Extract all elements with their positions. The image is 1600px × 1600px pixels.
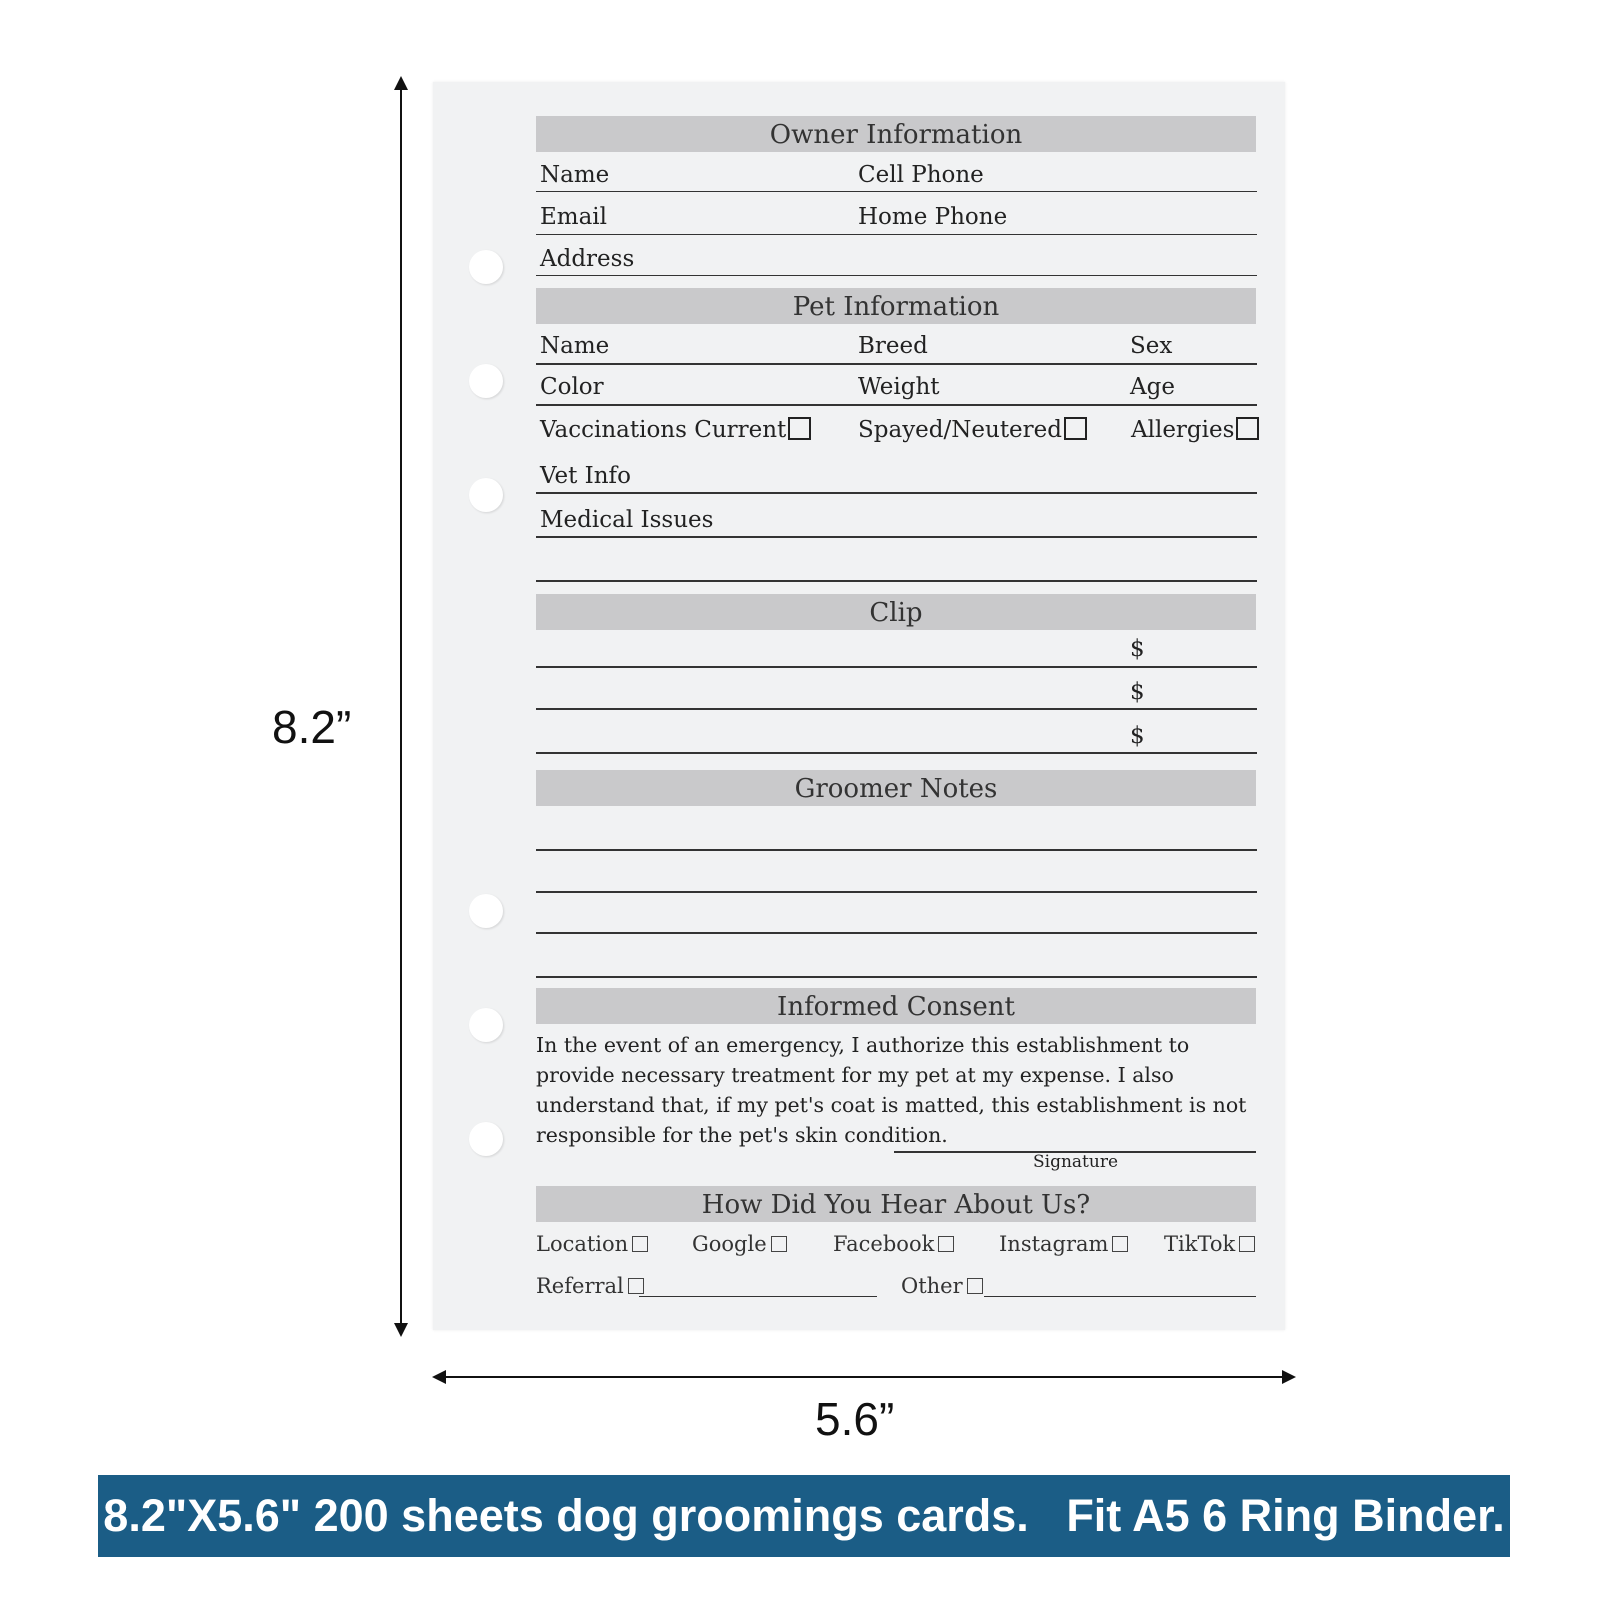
medical-issues-line-2[interactable] — [536, 580, 1257, 582]
clip-price-2: $ — [1130, 679, 1145, 705]
signature-label: Signature — [1033, 1152, 1119, 1172]
home-phone-label: Home Phone — [858, 204, 1008, 230]
referral-checkbox[interactable] — [628, 1278, 644, 1294]
clip-price-3: $ — [1130, 723, 1145, 749]
consent-text: In the event of an emergency, I authorize this establishment to provide necessary treatment for my pet at my expense. I also understand that, if my pet's coat is matted, this establishment is not responsible for the pet's skin condition. — [536, 1033, 1247, 1147]
owner-name-line[interactable] — [536, 191, 1257, 192]
allergies-checkbox[interactable] — [1236, 417, 1259, 440]
binder-hole — [469, 1122, 503, 1156]
clip-header: Clip — [536, 594, 1256, 630]
source-referral-label: Referral — [536, 1274, 624, 1298]
address-label: Address — [540, 246, 635, 272]
medical-issues-label: Medical Issues — [540, 507, 714, 533]
source-google-label: Google — [692, 1232, 767, 1256]
pet-name-line[interactable] — [536, 363, 1257, 365]
cell-phone-label: Cell Phone — [858, 162, 984, 188]
address-line[interactable] — [536, 275, 1257, 276]
owner-information-header: Owner Information — [536, 116, 1256, 152]
height-label: 8.2” — [272, 701, 352, 753]
source-google — [692, 1232, 787, 1256]
informed-consent-header: Informed Consent — [536, 988, 1256, 1024]
source-facebook — [833, 1232, 954, 1256]
vaccinations-checkbox[interactable] — [788, 417, 811, 440]
spayed-checkbox[interactable] — [1064, 417, 1087, 440]
vaccinations-field — [540, 417, 811, 443]
source-other — [901, 1274, 983, 1298]
groomer-notes-line[interactable] — [536, 976, 1257, 978]
breed-label: Breed — [858, 333, 928, 359]
binder-hole — [469, 478, 503, 512]
source-referral — [536, 1274, 644, 1298]
other-checkbox[interactable] — [967, 1278, 983, 1294]
spayed-label: Spayed/Neutered — [858, 417, 1063, 443]
source-location-label: Location — [536, 1232, 629, 1256]
source-other-label: Other — [901, 1274, 963, 1298]
other-line[interactable] — [984, 1296, 1256, 1297]
spayed-field — [858, 417, 1087, 443]
product-banner — [98, 1475, 1510, 1557]
clip-price-1: $ — [1130, 636, 1145, 662]
binder-hole — [469, 250, 503, 284]
age-label: Age — [1130, 374, 1175, 400]
vaccinations-label: Vaccinations Current — [540, 417, 787, 443]
banner-text: 8.2"X5.6" 200 sheets dog groomings cards. Fit A5 6 Ring Binder. — [103, 1490, 1505, 1541]
clip-line-3[interactable] — [536, 752, 1257, 754]
binder-hole — [469, 1008, 503, 1042]
color-line[interactable] — [536, 404, 1257, 406]
clip-line-2[interactable] — [536, 708, 1257, 710]
groomer-notes-line[interactable] — [536, 932, 1257, 934]
medical-issues-line[interactable] — [536, 536, 1257, 538]
clip-line-1[interactable] — [536, 666, 1257, 668]
source-instagram — [999, 1232, 1128, 1256]
instagram-checkbox[interactable] — [1112, 1236, 1128, 1252]
groomer-notes-line[interactable] — [536, 849, 1257, 851]
allergies-label: Allergies — [1131, 417, 1235, 443]
sex-label: Sex — [1130, 333, 1173, 359]
binder-hole — [469, 894, 503, 928]
source-facebook-label: Facebook — [833, 1232, 935, 1256]
location-checkbox[interactable] — [632, 1236, 648, 1252]
pet-information-header: Pet Information — [536, 288, 1256, 324]
groomer-notes-line[interactable] — [536, 891, 1257, 893]
referral-line[interactable] — [639, 1296, 877, 1297]
allergies-field — [1131, 417, 1259, 443]
email-line[interactable] — [536, 234, 1257, 235]
source-instagram-label: Instagram — [999, 1232, 1109, 1256]
owner-name-label: Name — [540, 162, 610, 188]
groomer-notes-header: Groomer Notes — [536, 770, 1256, 806]
binder-hole — [469, 364, 503, 398]
pet-name-label: Name — [540, 333, 610, 359]
source-location — [536, 1232, 648, 1256]
weight-label: Weight — [858, 374, 940, 400]
width-label: 5.6” — [815, 1393, 895, 1445]
hear-about-us-header: How Did You Hear About Us? — [536, 1186, 1256, 1222]
source-tiktok — [1164, 1232, 1255, 1256]
vet-info-label: Vet Info — [540, 463, 631, 489]
tiktok-checkbox[interactable] — [1239, 1236, 1255, 1252]
grooming-card — [433, 82, 1285, 1330]
vet-info-line[interactable] — [536, 492, 1257, 494]
google-checkbox[interactable] — [771, 1236, 787, 1252]
source-tiktok-label: TikTok — [1164, 1232, 1236, 1256]
facebook-checkbox[interactable] — [938, 1236, 954, 1252]
color-label: Color — [540, 374, 604, 400]
email-label: Email — [540, 204, 608, 230]
